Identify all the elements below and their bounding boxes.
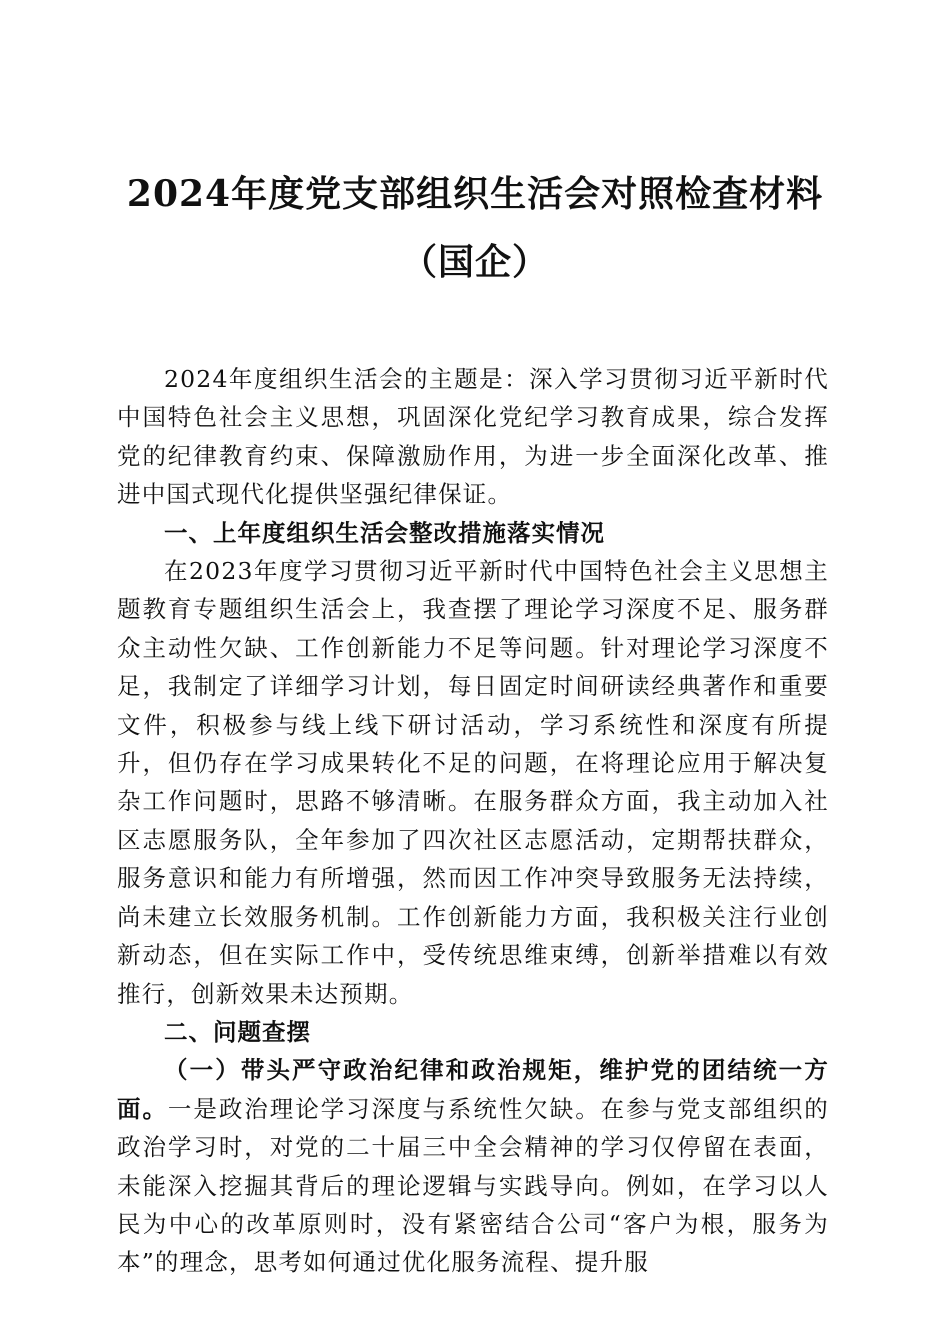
document-subtitle: （国企） bbox=[400, 241, 549, 283]
subsection-title: （一）带头严守政治纪律和政治规矩，维护党的团结统一方面。 bbox=[117, 1056, 829, 1123]
subsection-body: 一是政治理论学习深度与系统性欠缺。在参与党支部组织的政治学习时，对党的二十届三中全会精神的学习仅停留在表面，未能深入挖掘其背后的理论逻辑与实践导向。例如，在学习以人民为中心的改革原则时，没有紧密结合公司“客户为根，服务为本”的理念，思考如何通过优化服务流程、提升服 bbox=[117, 1094, 830, 1277]
section-heading-2: 二、问题查摆 bbox=[164, 1017, 311, 1046]
section-1-paragraph: 在2023年度学习贯彻习近平新时代中国特色社会主义思想主题教育专题组织生活会上，我查摆了理论学习深度不足、服务群众主动性欠缺、工作创新能力不足等问题。针对理论学习深度不足，我制定了详细学习计划，每日固定时间研读经典著作和重要文件，积极参与线上线下研讨活动，学习系统性和深度有所提升，但仍存在学习成果转化不足的问题，在将理论应用于解决复杂工作问题时，思路不够清晰。在服务群众方面，我主动加入社区志愿服务队，全年参加了四次社区志愿活动，定期帮扶群众，服务意识和能力有所增强，然而因工作冲突导致服务无法持续，尚未建立长效服务机制。工作创新能力方面，我积极关注行业创新动态，但在实际工作中，受传统思维束缚，创新举措难以有效推行，创新效果未达预期。 bbox=[117, 557, 829, 1008]
section-2-paragraph bbox=[117, 1051, 829, 1281]
document-body bbox=[117, 360, 829, 1282]
document-title: 2024年度党支部组织生活会对照检查材料 bbox=[126, 173, 824, 215]
section-heading-1: 一、上年度组织生活会整改措施落实情况 bbox=[164, 518, 605, 547]
intro-paragraph: 2024年度组织生活会的主题是：深入学习贯彻习近平新时代中国特色社会主义思想，巩固深化党纪学习教育成果，综合发挥党的纪律教育约束、保障激励作用，为进一步全面深化改革、推进中国式现代化提供坚强纪律保证。 bbox=[117, 365, 829, 509]
